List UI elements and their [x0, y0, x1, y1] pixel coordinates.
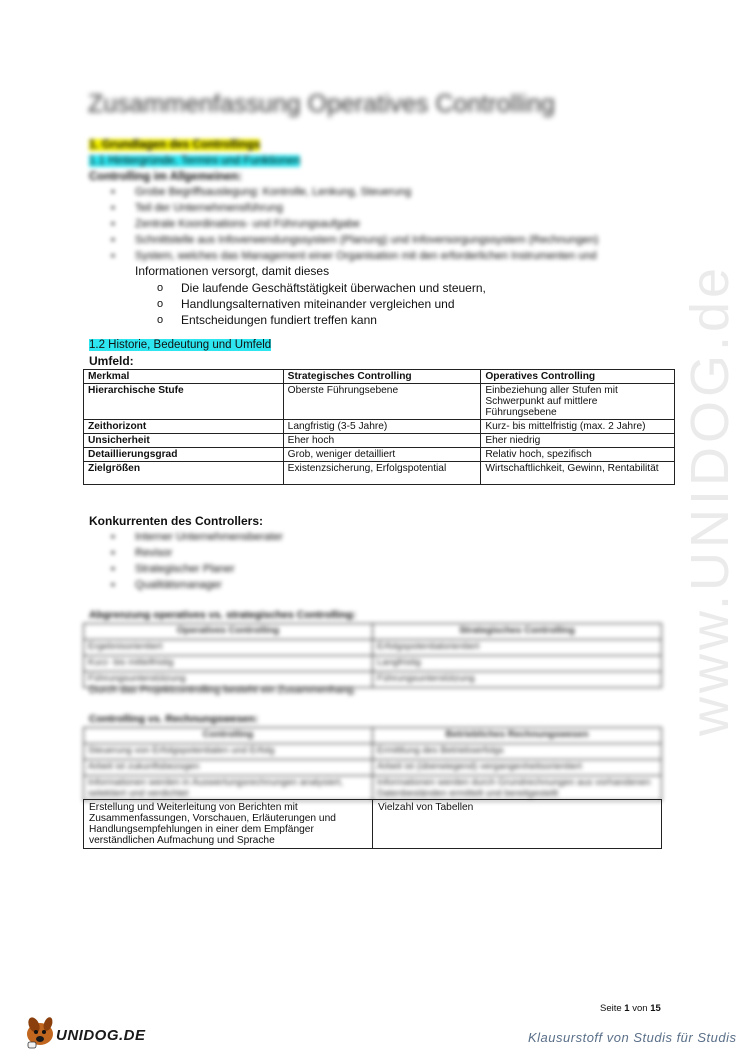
table-header: Strategisches Controlling — [373, 624, 662, 640]
list-item: ▪ Qualitätsmanager — [89, 577, 283, 593]
subsection-heading: 1.2 Historie, Bedeutung und Umfeld — [89, 339, 272, 351]
section-lead: Umfeld: — [89, 354, 134, 368]
sub-item-list — [157, 280, 486, 328]
note-text: Durch das Projektcontrolling besteht ein Zusammenhang. — [89, 684, 357, 696]
table-row — [84, 744, 662, 760]
rechnungswesen-table — [83, 727, 662, 801]
table-cell: Langfristig (3-5 Jahre) — [283, 420, 481, 434]
table-row — [84, 448, 675, 462]
rechnungswesen-table-last-row — [83, 799, 662, 849]
table-cell: Führungsunterstützung — [373, 672, 662, 688]
list-item: ▪ Grobe Begriffsauslegung: Kontrolle, Lenkung, Steuerung — [89, 184, 598, 200]
table-header: Betriebliches Rechnungswesen — [373, 728, 662, 744]
page-title: Zusammenfassung Operatives Controlling — [88, 90, 555, 118]
section-heading: 1. Grundlagen des Controllings — [89, 139, 261, 151]
section-lead: Controlling vs. Rechnungswesen: — [89, 713, 259, 725]
abgrenzung-table — [83, 623, 662, 688]
subsection-heading: 1.1 Hintergründe, Termini und Funktionen — [89, 155, 301, 167]
umfeld-table — [83, 369, 675, 485]
section-lead: Controlling im Allgemeinen: — [89, 171, 242, 183]
competitor-list — [89, 529, 283, 593]
table-cell: Langfristig — [373, 656, 662, 672]
table-cell: Unsicherheit — [84, 434, 284, 448]
list-item: ▪ Strategischer Planer — [89, 561, 283, 577]
list-item: ▪ Zentrale Koordinations- und Führungsaufgabe — [89, 216, 598, 232]
table-cell: Steuerung von Erfolgspotentialen und Erfolg — [84, 744, 373, 760]
list-item: o Entscheidungen fundiert treffen kann — [157, 312, 486, 328]
table-cell: Informationen werden durch Grundrechnungen aus vorhandenen Datenbeständen ermittelt und bereitgestellt — [373, 776, 662, 801]
table-cell: Hierarchische Stufe — [84, 384, 284, 420]
table-header-row — [84, 370, 675, 384]
table-cell: Wirtschaftlichkeit, Gewinn, Rentabilität — [481, 462, 675, 485]
table-cell: Führungsunterstützung — [84, 672, 373, 688]
section-lead: Abgrenzung operatives vs. strategisches Controlling: — [89, 609, 357, 621]
controlling-bullet-list — [89, 184, 598, 264]
list-continuation: Informationen versorgt, damit dieses — [135, 264, 330, 278]
dog-mascot-icon — [26, 1016, 54, 1048]
table-cell: Kurz- bis mittelfristig — [84, 656, 373, 672]
table-cell: Eher hoch — [283, 434, 481, 448]
watermark: www.UNIDOG.de — [680, 263, 740, 737]
table-row — [84, 776, 662, 801]
table-cell: Detaillierungsgrad — [84, 448, 284, 462]
table-header: Strategisches Controlling — [283, 370, 481, 384]
table-row — [84, 800, 662, 849]
table-cell: Zielgrößen — [84, 462, 284, 485]
table-row — [84, 656, 662, 672]
table-header: Operatives Controlling — [84, 624, 373, 640]
table-row — [84, 640, 662, 656]
table-row — [84, 420, 675, 434]
list-item: o Handlungsalternativen miteinander vergleichen und — [157, 296, 486, 312]
list-item: ▪ System, welches das Management einer Organisation mit den erforderlichen Instrumenten und — [89, 248, 598, 264]
table-cell: Erstellung und Weiterleitung von Berichten mit Zusammenfassungen, Vorschauen, Erläuterungen und Handlungsempfehlungen in einer dem Empfänger verständlichen Aufmachung und Sprache — [84, 800, 373, 849]
table-cell: Oberste Führungsebene — [283, 384, 481, 420]
table-cell: Vielzahl von Tabellen — [373, 800, 662, 849]
table-header: Merkmal — [84, 370, 284, 384]
list-item: o Die laufende Geschäftstätigkeit überwachen und steuern, — [157, 280, 486, 296]
list-item: ▪ Schnittstelle aus Infoverwendungssystem (Planung) und Infoversorgungssystem (Rechnungen) — [89, 232, 598, 248]
table-header: Controlling — [84, 728, 373, 744]
logo-text: UNIDOG.DE — [56, 1027, 146, 1044]
table-cell: Arbeit ist (überwiegend) vergangenheitsorientiert — [373, 760, 662, 776]
table-cell: Ermittlung des Betriebserfolgs — [373, 744, 662, 760]
table-cell: Eher niedrig — [481, 434, 675, 448]
table-cell: Einbeziehung aller Stufen mit Schwerpunkt auf mittlere Führungsebene — [481, 384, 675, 420]
table-header: Operatives Controlling — [481, 370, 675, 384]
table-cell: Grob, weniger detailliert — [283, 448, 481, 462]
page-number: Seite 1 von 15 — [600, 1003, 661, 1014]
table-row — [84, 760, 662, 776]
list-item: ▪ Interner Unternehmensberater — [89, 529, 283, 545]
table-row — [84, 434, 675, 448]
table-cell: Arbeit ist zukunftsbezogen — [84, 760, 373, 776]
table-row — [84, 384, 675, 420]
table-cell: Kurz- bis mittelfristig (max. 2 Jahre) — [481, 420, 675, 434]
section-lead: Konkurrenten des Controllers: — [89, 514, 264, 528]
table-cell: Erfolgspotentialorientiert — [373, 640, 662, 656]
table-cell: Existenzsicherung, Erfolgspotential — [283, 462, 481, 485]
table-row — [84, 462, 675, 485]
table-cell: Zeithorizont — [84, 420, 284, 434]
table-header-row — [84, 624, 662, 640]
list-item: ▪ Revisor — [89, 545, 283, 561]
list-item: ▪ Teil der Unternehmensführung — [89, 200, 598, 216]
table-header-row — [84, 728, 662, 744]
table-cell: Relativ hoch, spezifisch — [481, 448, 675, 462]
table-cell: Informationen werden in Auswertungsrechnungen analysiert, selektiert und verdichtet — [84, 776, 373, 801]
footer-tagline: Klausurstoff von Studis für Studis — [528, 1030, 737, 1045]
table-cell: Ergebnisorientiert — [84, 640, 373, 656]
